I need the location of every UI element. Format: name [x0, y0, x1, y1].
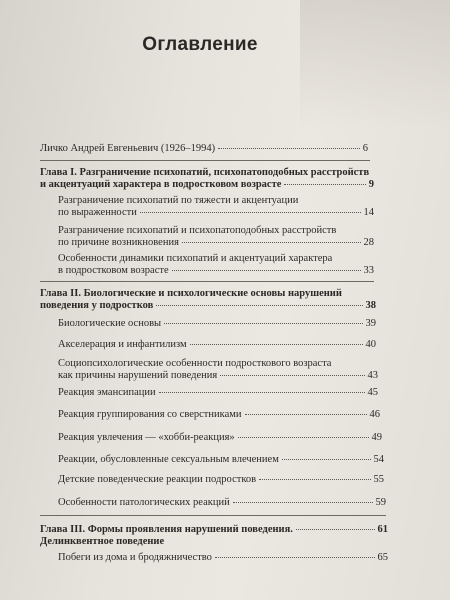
bleed-through-shadow — [300, 0, 450, 130]
toc-entry-text: Реакции, обусловленные сексуальным влечением — [58, 454, 279, 465]
dot-leader — [172, 270, 361, 271]
toc-section-3-line1 — [58, 253, 332, 265]
toc-page-number: 55 — [373, 474, 384, 485]
toc-section-12 — [58, 497, 386, 509]
toc-entry-text: Личко Андрей Евгеньевич (1926–1994) — [40, 143, 216, 154]
dot-leader — [296, 529, 375, 530]
toc-page-number: 45 — [367, 387, 378, 398]
dot-leader — [190, 344, 363, 345]
toc-page-number: 39 — [365, 318, 376, 329]
toc-page-number: 28 — [363, 237, 374, 248]
toc-section-1-line1 — [58, 195, 298, 207]
toc-section-10 — [58, 454, 384, 466]
toc-chapter-text: и акцентуаций характера в подростковом возрасте — [40, 179, 282, 190]
toc-page-number: 38 — [365, 300, 376, 311]
toc-entry-text: Особенности динамики психопатий и акцентуаций характера — [58, 253, 333, 264]
toc-section-2-line1 — [58, 225, 336, 237]
toc-entry-text: Побеги из дома и бродяжничество — [58, 552, 212, 563]
toc-entry-text: Реакция эмансипации — [58, 387, 156, 398]
toc-entry-text: Особенности патологических реакций — [58, 497, 230, 508]
dot-leader — [215, 557, 375, 558]
dot-leader — [233, 502, 373, 503]
dot-leader — [220, 375, 364, 376]
toc-entry-text: Разграничение психопатий по тяжести и акцентуации — [58, 195, 299, 206]
toc-chapter-text: поведения у подростков — [40, 300, 154, 311]
toc-entry-text: Биологические основы — [58, 318, 162, 329]
toc-chapter-1-line1 — [40, 167, 369, 179]
toc-page-number: 14 — [363, 207, 374, 218]
toc-page-number: 61 — [377, 524, 388, 535]
toc-section-8 — [58, 409, 380, 421]
toc-entry-intro — [40, 143, 368, 155]
dot-leader — [159, 392, 365, 393]
toc-section-6-line2 — [58, 370, 378, 382]
toc-page-number: 40 — [365, 339, 376, 350]
toc-section-5 — [58, 339, 376, 351]
dot-leader — [164, 323, 362, 324]
toc-chapter-text: Глава III. Формы проявления нарушений поведения. — [40, 524, 293, 535]
dot-leader — [140, 212, 361, 213]
toc-chapter-text: Глава I. Разграничение психопатий, психопатоподобных расстройств — [40, 167, 370, 178]
toc-entry-text: Акселерация и инфантилизм — [58, 339, 187, 350]
toc-section-1-line2 — [58, 207, 374, 219]
toc-page-number: 33 — [363, 265, 374, 276]
toc-entry-text: как причины нарушений поведения — [58, 370, 218, 381]
divider — [40, 281, 374, 282]
toc-page-number: 43 — [367, 370, 378, 381]
toc-page-number: 46 — [369, 409, 380, 420]
toc-chapter-3-line1 — [40, 524, 388, 536]
toc-page-number: 6 — [362, 143, 368, 154]
toc-entry-text: Реакция увлечения — «хобби-реакция» — [58, 432, 235, 443]
toc-chapter-2-line2 — [40, 300, 376, 312]
dot-leader — [259, 479, 370, 480]
toc-section-13 — [58, 552, 388, 564]
toc-chapter-text: Глава II. Биологические и психологические основы нарушений — [40, 288, 342, 299]
toc-page-number: 59 — [375, 497, 386, 508]
toc-section-6-line1 — [58, 358, 331, 370]
toc-page-number: 54 — [373, 454, 384, 465]
toc-page-number: 9 — [368, 179, 374, 190]
toc-entry-text: по выраженности — [58, 207, 137, 218]
toc-entry-text: Социопсихологические особенности подросткового возраста — [58, 358, 332, 369]
page-title: Оглавление — [142, 34, 258, 55]
dot-leader — [218, 148, 360, 149]
toc-chapter-1-line2 — [40, 179, 374, 191]
toc-page-number: 49 — [371, 432, 382, 443]
toc-entry-text: Разграничение психопатий и психопатоподобных расстройств — [58, 225, 337, 236]
toc-chapter-3-line2 — [40, 536, 164, 548]
dot-leader — [156, 305, 362, 306]
divider — [40, 160, 370, 161]
toc-entry-text: Детские поведенческие реакции подростков — [58, 474, 257, 485]
toc-section-7 — [58, 387, 378, 399]
toc-entry-text: в подростковом возрасте — [58, 265, 169, 276]
toc-section-11 — [58, 474, 384, 486]
toc-section-4 — [58, 318, 376, 330]
dot-leader — [284, 184, 365, 185]
toc-chapter-2-line1 — [40, 288, 342, 300]
toc-section-9 — [58, 432, 382, 444]
dot-leader — [245, 414, 367, 415]
toc-section-2-line2 — [58, 237, 374, 249]
toc-entry-text: Реакция группирования со сверстниками — [58, 409, 242, 420]
toc-entry-text: по причине возникновения — [58, 237, 179, 248]
toc-page-number: 65 — [377, 552, 388, 563]
toc-section-3-line2 — [58, 265, 374, 277]
toc-chapter-text: Делинквентное поведение — [40, 536, 165, 547]
dot-leader — [238, 437, 369, 438]
dot-leader — [282, 459, 371, 460]
divider — [40, 515, 386, 516]
dot-leader — [182, 242, 361, 243]
